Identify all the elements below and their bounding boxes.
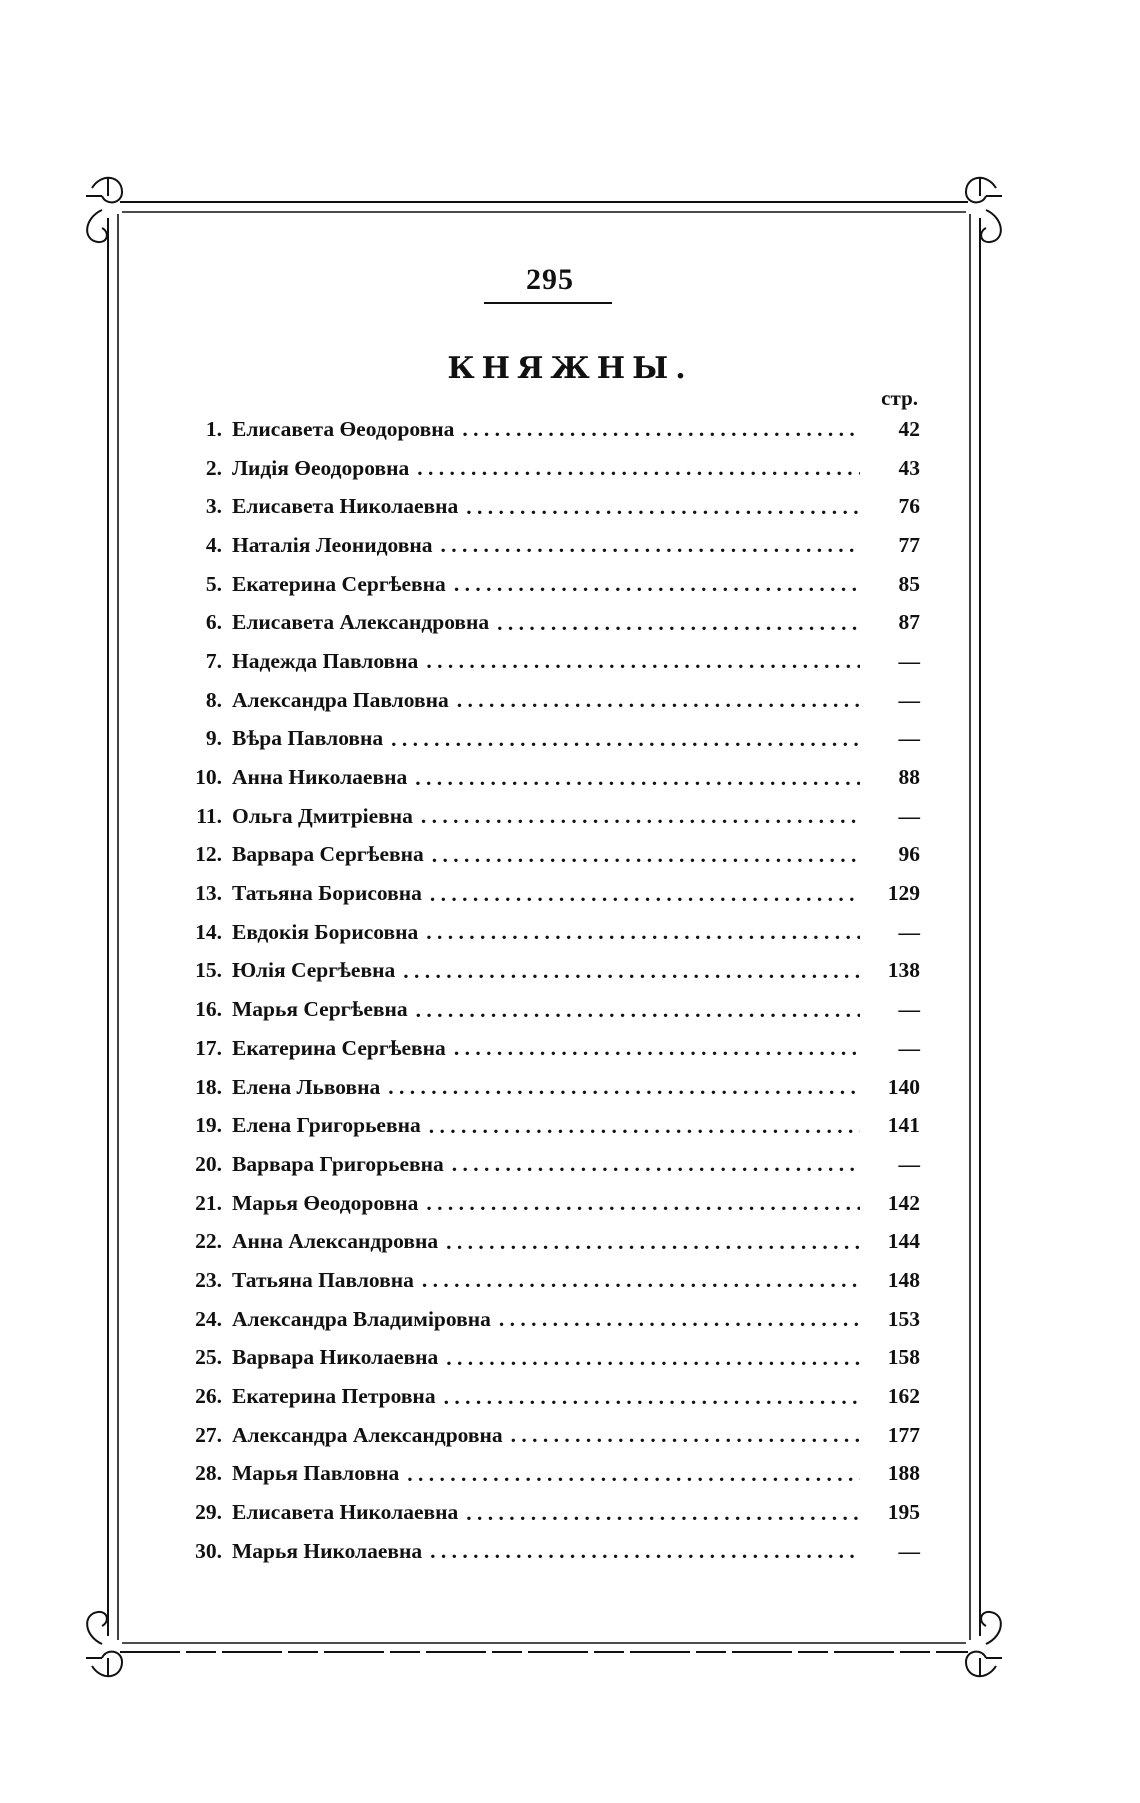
entry-name: Татьяна Борисовна	[232, 881, 422, 906]
dot-leader	[422, 1270, 860, 1290]
entry-page: —	[898, 919, 920, 944]
toc-entry	[176, 681, 920, 720]
toc-entry	[176, 642, 920, 681]
entry-name: Татьяна Павловна	[232, 1267, 414, 1292]
entry-page: 162	[887, 1384, 920, 1409]
toc-entry	[176, 1029, 920, 1068]
dot-leader	[417, 458, 860, 478]
dot-leader	[426, 651, 860, 671]
entry-number: 2.	[205, 455, 222, 480]
toc-entry	[176, 1222, 920, 1261]
toc-entry	[176, 1068, 920, 1107]
entry-number: 16.	[195, 997, 222, 1022]
dot-leader	[444, 1387, 860, 1407]
entry-number: 10.	[195, 765, 222, 790]
dot-leader	[430, 884, 860, 904]
entry-number: 6.	[205, 610, 222, 635]
entry-page: —	[898, 803, 920, 828]
entry-number: 22.	[195, 1229, 222, 1254]
toc-entry	[176, 1493, 920, 1532]
dot-leader	[457, 690, 860, 710]
entry-page: 148	[887, 1267, 920, 1292]
toc-entry	[176, 913, 920, 952]
toc-entry	[176, 410, 920, 449]
toc-entry	[176, 758, 920, 797]
entry-page: 129	[887, 881, 920, 906]
toc-entry	[176, 1532, 920, 1571]
dot-leader	[416, 1000, 860, 1020]
entry-number: 5.	[205, 571, 222, 596]
corner-flourish-top-right	[966, 178, 1002, 242]
dot-leader	[454, 574, 860, 594]
entry-number: 13.	[195, 881, 222, 906]
page-column-label: стр.	[881, 386, 918, 410]
toc-entry	[176, 1377, 920, 1416]
toc-entry	[176, 449, 920, 488]
dot-leader	[446, 1348, 860, 1368]
entry-name: Юлія Сергѣевна	[232, 958, 396, 983]
entry-name: Варвара Сергѣевна	[232, 842, 424, 867]
entry-name: Варвара Николаевна	[232, 1345, 439, 1370]
entry-number: 26.	[195, 1384, 222, 1409]
entry-page: 96	[898, 842, 920, 867]
dot-leader	[454, 1038, 860, 1058]
toc-entry	[176, 836, 920, 875]
entry-name: Елисавета Александровна	[232, 610, 490, 635]
entry-number: 12.	[195, 842, 222, 867]
toc-entry	[176, 603, 920, 642]
dot-leader	[499, 1309, 860, 1329]
entry-number: 29.	[195, 1500, 222, 1525]
dot-leader	[426, 1193, 860, 1213]
entry-name: Александра Владиміровна	[232, 1306, 491, 1331]
entry-name: Евдокія Борисовна	[232, 919, 419, 944]
entry-number: 24.	[195, 1306, 222, 1331]
dot-leader	[432, 845, 860, 865]
toc-entry	[176, 1455, 920, 1494]
dot-leader	[452, 1154, 860, 1174]
entry-name: Марья Николаевна	[232, 1538, 423, 1563]
table-of-contents	[176, 410, 920, 1571]
dot-leader	[426, 922, 860, 942]
entry-number: 3.	[205, 494, 222, 519]
entry-page: —	[898, 1035, 920, 1060]
toc-entry	[176, 1106, 920, 1145]
entry-name: Екатерина Сергѣевна	[232, 1035, 446, 1060]
dot-leader	[430, 1541, 860, 1561]
entry-number: 17.	[195, 1035, 222, 1060]
entry-number: 18.	[195, 1074, 222, 1099]
dot-leader	[391, 729, 860, 749]
toc-entry	[176, 1145, 920, 1184]
entry-name: Елисавета Николаевна	[232, 1500, 459, 1525]
entry-number: 8.	[205, 687, 222, 712]
entry-page: —	[898, 687, 920, 712]
entry-number: 19.	[195, 1113, 222, 1138]
toc-entry	[176, 1339, 920, 1378]
toc-entry	[176, 797, 920, 836]
entry-page: —	[898, 997, 920, 1022]
entry-page: 85	[898, 571, 920, 596]
entry-page: 140	[887, 1074, 920, 1099]
entry-name: Александра Александровна	[232, 1422, 503, 1447]
entry-name: Екатерина Сергѣевна	[232, 571, 446, 596]
entry-number: 23.	[195, 1267, 222, 1292]
entry-number: 7.	[205, 648, 222, 673]
page-number: 295	[526, 263, 574, 296]
corner-flourish-bottom-left	[86, 1612, 122, 1676]
section-title: КНЯЖНЫ.	[447, 351, 693, 386]
dot-leader	[497, 613, 860, 633]
entry-name: Марья Сергѣевна	[232, 997, 408, 1022]
entry-number: 4.	[205, 532, 222, 557]
entry-name: Надежда Павловна	[232, 648, 419, 673]
toc-entry	[176, 565, 920, 604]
entry-page: 76	[898, 494, 920, 519]
entry-name: Марья Өеодоровна	[232, 1190, 419, 1215]
entry-page: 144	[887, 1229, 920, 1254]
entry-page: 153	[887, 1306, 920, 1331]
dot-leader	[415, 768, 860, 788]
entry-number: 9.	[205, 726, 222, 751]
toc-entry	[176, 487, 920, 526]
corner-flourish-bottom-right	[966, 1612, 1002, 1676]
entry-name: Марья Павловна	[232, 1461, 400, 1486]
entry-name: Елена Львовна	[232, 1074, 381, 1099]
entry-number: 27.	[195, 1422, 222, 1447]
dot-leader	[466, 1503, 860, 1523]
entry-name: Лидія Өеодоровна	[232, 455, 410, 480]
entry-number: 15.	[195, 958, 222, 983]
dot-leader	[511, 1425, 860, 1445]
dot-leader	[441, 535, 860, 555]
toc-entry	[176, 990, 920, 1029]
entry-name: Елена Григорьевна	[232, 1113, 421, 1138]
entry-number: 1.	[205, 416, 222, 441]
toc-entry	[176, 874, 920, 913]
dot-leader	[446, 1232, 860, 1252]
entry-number: 30.	[195, 1538, 222, 1563]
entry-name: Анна Николаевна	[232, 765, 408, 790]
toc-entry	[176, 1261, 920, 1300]
entry-name: Александра Павловна	[232, 687, 449, 712]
entry-number: 20.	[195, 1151, 222, 1176]
entry-page: 195	[887, 1500, 920, 1525]
dot-leader	[403, 961, 860, 981]
entry-number: 28.	[195, 1461, 222, 1486]
toc-entry	[176, 720, 920, 759]
toc-entry	[176, 526, 920, 565]
entry-page: —	[898, 648, 920, 673]
dot-leader	[388, 1077, 860, 1097]
entry-page: 177	[887, 1422, 920, 1447]
entry-name: Вѣра Павловна	[232, 726, 384, 751]
entry-page: 142	[887, 1190, 920, 1215]
entry-page: —	[898, 726, 920, 751]
entry-page: 138	[887, 958, 920, 983]
entry-page: —	[898, 1538, 920, 1563]
entry-number: 14.	[195, 919, 222, 944]
entry-number: 25.	[195, 1345, 222, 1370]
entry-name: Ольга Дмитріевна	[232, 803, 413, 828]
entry-page: 43	[898, 455, 920, 480]
entry-name: Елисавета Өеодоровна	[232, 416, 455, 441]
entry-page: 88	[898, 765, 920, 790]
entry-page: 158	[887, 1345, 920, 1370]
entry-name: Анна Александровна	[232, 1229, 439, 1254]
entry-page: 188	[887, 1461, 920, 1486]
entry-name: Елисавета Николаевна	[232, 494, 459, 519]
entry-page: 42	[898, 416, 920, 441]
toc-entry	[176, 1416, 920, 1455]
entry-name: Варвара Григорьевна	[232, 1151, 444, 1176]
dot-leader	[462, 419, 860, 439]
dot-leader	[466, 497, 860, 517]
toc-entry	[176, 1184, 920, 1223]
toc-entry	[176, 952, 920, 991]
entry-name: Наталія Леонидовна	[232, 532, 433, 557]
entry-number: 21.	[195, 1190, 222, 1215]
entry-page: 87	[898, 610, 920, 635]
toc-entry	[176, 1300, 920, 1339]
dot-leader	[429, 1116, 860, 1136]
page-number-rule	[484, 302, 612, 304]
entry-page: 77	[898, 532, 920, 557]
dot-leader	[407, 1464, 860, 1484]
entry-number: 11.	[196, 803, 222, 828]
dot-leader	[421, 806, 860, 826]
corner-flourish-top-left	[86, 178, 122, 242]
entry-page: 141	[887, 1113, 920, 1138]
entry-page: —	[898, 1151, 920, 1176]
entry-name: Екатерина Петровна	[232, 1384, 436, 1409]
